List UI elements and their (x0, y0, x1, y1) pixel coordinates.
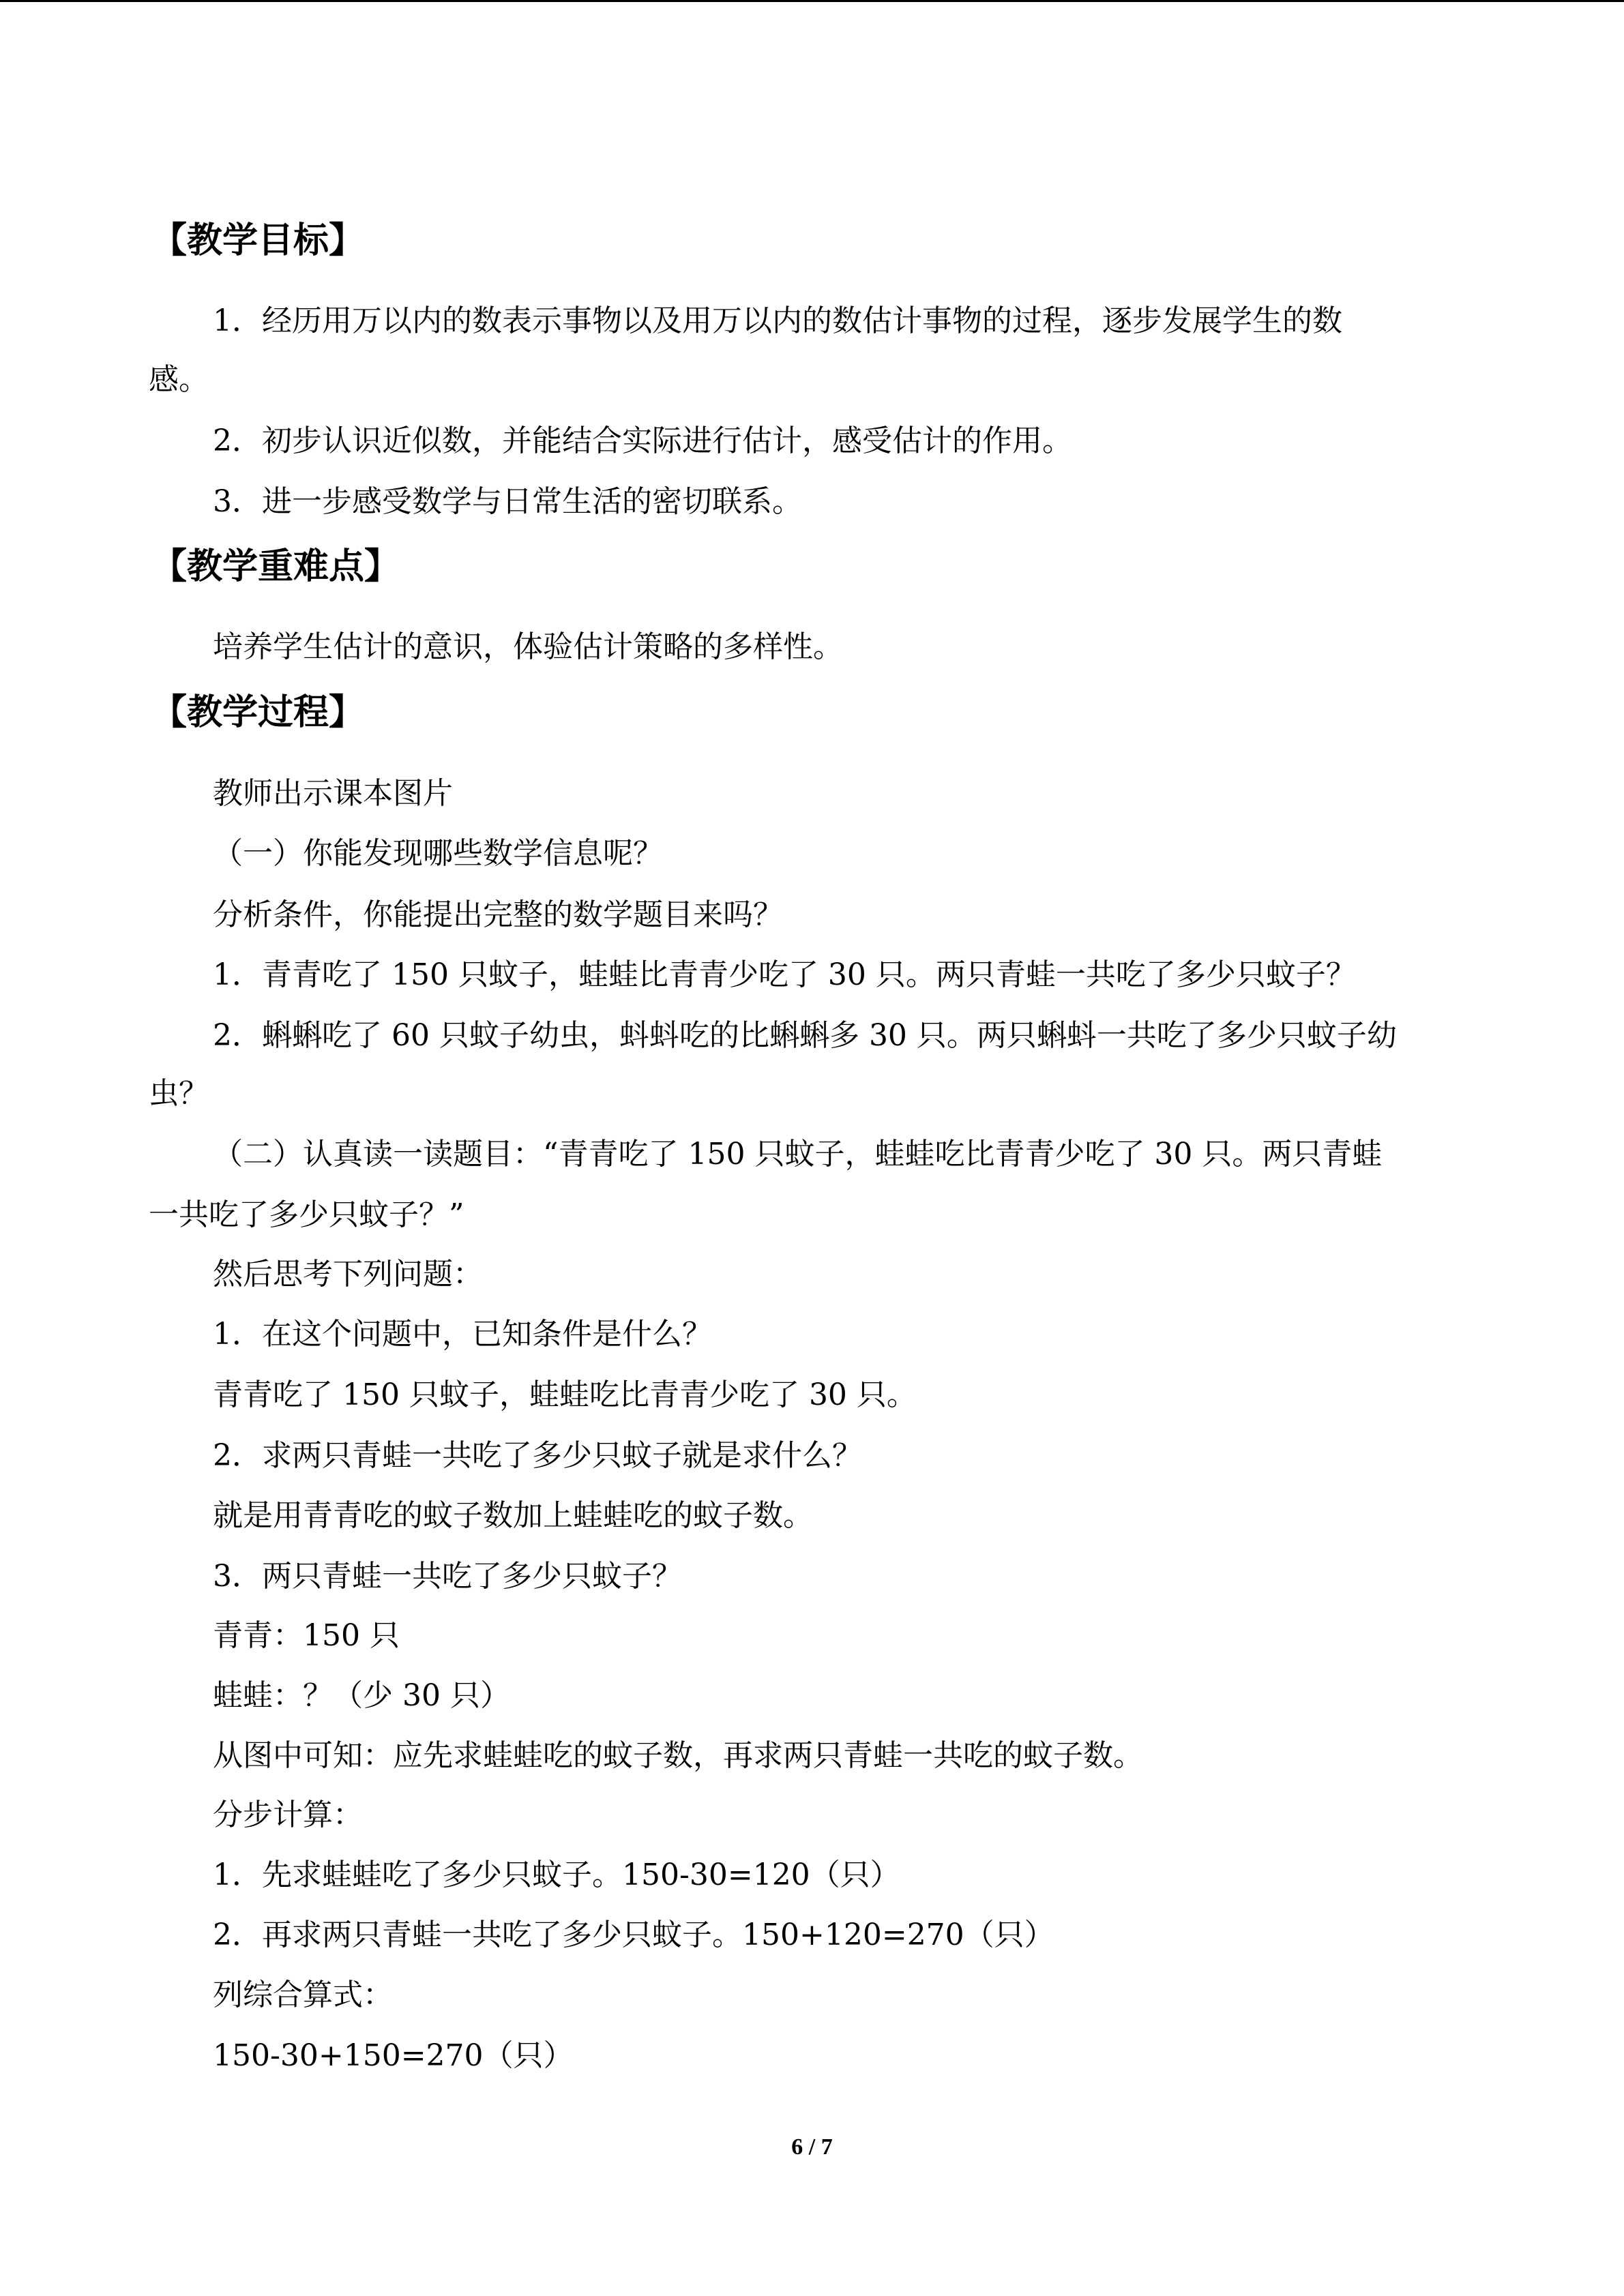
process-line: 就是用青青吃的蚊子数加上蛙蛙吃的蚊子数。 (213, 1498, 813, 1533)
process-line: 列综合算式： (213, 1978, 393, 2012)
goal-item-1: 1．经历用万以内的数表示事物以及用万以内的数估计事物的过程，逐步发展学生的数 (213, 303, 1342, 338)
key-point-item-1: 培养学生估计的意识，体验估计策略的多样性。 (213, 629, 843, 664)
process-line: 虫？ (149, 1076, 209, 1111)
process-line: （二）认真读一读题目：“青青吃了 150 只蚊子，蛙蛙吃比青青少吃了 30 只。两只青蛙 (213, 1137, 1383, 1172)
process-line: 然后思考下列问题： (213, 1257, 483, 1292)
process-line: 蛙蛙：？（少 30 只） (213, 1678, 510, 1713)
process-line: 青青吃了 150 只蚊子，蛙蛙吃比青青少吃了 30 只。 (213, 1377, 917, 1412)
process-line: 分析条件，你能提出完整的数学题目来吗？ (213, 897, 783, 932)
process-line: 2．求两只青蛙一共吃了多少只蚊子就是求什么？ (213, 1438, 862, 1473)
process-line: 一共吃了多少只蚊子？” (149, 1197, 464, 1232)
section-heading-key-points: 【教学重难点】 (151, 546, 400, 587)
process-line: 3．两只青蛙一共吃了多少只蚊子？ (213, 1559, 682, 1594)
process-line: 150-30+150=270（只） (213, 2038, 574, 2073)
goal-item-3: 3．进一步感受数学与日常生活的密切联系。 (213, 484, 802, 519)
process-line: 分步计算： (213, 1798, 363, 1832)
process-line: 青青：150 只 (213, 1618, 400, 1653)
section-heading-process: 【教学过程】 (151, 692, 365, 733)
goal-item-2: 2．初步认识近似数，并能结合实际进行估计，感受估计的作用。 (213, 423, 1072, 458)
page-number: 6 / 7 (791, 2134, 833, 2160)
goal-item-1-cont: 感。 (149, 362, 209, 397)
process-line: 教师出示课本图片 (213, 776, 453, 811)
process-line: 1．先求蛙蛙吃了多少只蚊子。150-30=120（只） (213, 1858, 900, 1892)
process-line: 1．青青吃了 150 只蚊子，蛙蛙比青青少吃了 30 只。两只青蛙一共吃了多少只蚊子？ (213, 957, 1356, 992)
process-line: 2．蝌蝌吃了 60 只蚊子幼虫，蚪蚪吃的比蝌蝌多 30 只。两只蝌蚪一共吃了多少只蚊子幼 (213, 1018, 1397, 1053)
process-line: 2．再求两只青蛙一共吃了多少只蚊子。150+120=270（只） (213, 1918, 1054, 1952)
section-heading-goals: 【教学目标】 (151, 220, 365, 261)
process-line: 从图中可知：应先求蛙蛙吃的蚊子数，再求两只青蛙一共吃的蚊子数。 (213, 1738, 1143, 1773)
process-line: 1．在这个问题中，已知条件是什么？ (213, 1317, 712, 1352)
process-line: （一）你能发现哪些数学信息呢？ (213, 836, 663, 871)
